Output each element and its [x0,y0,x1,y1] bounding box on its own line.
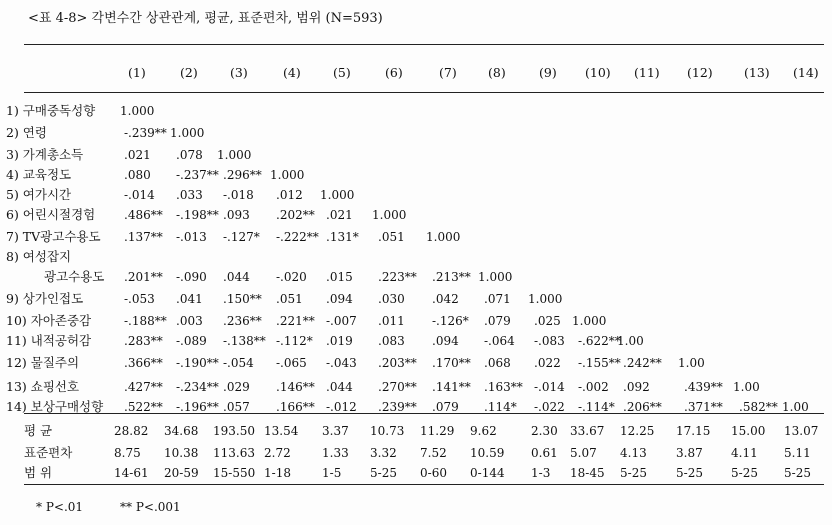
table-cell: .137** [124,230,163,244]
row-label: 10) 자아존중감 [6,313,92,328]
table-cell: -.127* [223,230,260,244]
table-cell: .092 [623,380,650,394]
table-cell: 1.000 [572,314,607,328]
table-cell: .083 [378,334,405,348]
table-cell: -.155** [578,356,621,370]
table-cell: .141** [432,380,471,394]
table-cell: -.013 [176,230,207,244]
table-cell: .012 [276,188,303,202]
table-cell: .011 [378,314,405,328]
stat-value: 193.50 [213,424,255,438]
stat-value: 3.87 [676,446,703,460]
table-cell: .078 [176,148,203,162]
table-cell: -.054 [223,356,254,370]
header-rule [24,92,824,93]
table-cell: 1.00 [782,400,809,414]
table-title: <표 4-8> 각변수간 상관관계, 평균, 표준편차, 범위 (N=593) [28,11,383,26]
table-cell: .522** [124,400,163,414]
stat-label: 평 균 [24,423,53,438]
stat-value: 113.63 [213,446,255,460]
column-header: (10) [585,65,611,80]
stat-value: 13.07 [784,424,819,438]
column-header: (12) [687,65,713,80]
table-cell: -.622** [578,334,621,348]
row-label: 5) 여가시간 [6,187,72,202]
table-cell: .150** [223,292,262,306]
bottom-rule [24,484,824,485]
table-cell: .114* [484,400,517,414]
stat-value: 0-60 [420,466,447,480]
table-cell: .044 [223,270,250,284]
table-cell: -.090 [176,270,207,284]
stat-value: 4.11 [731,446,758,460]
row-label: 12) 물질주의 [6,355,80,370]
table-cell: .170** [432,356,471,370]
table-cell: -.022 [534,400,565,414]
stat-value: 4.13 [620,446,647,460]
column-header: (1) [128,65,146,80]
table-cell: 1.00 [617,334,644,348]
table-cell: .079 [484,314,511,328]
table-cell: .427** [124,380,163,394]
table-cell: .057 [223,400,250,414]
row-label: 11) 내적공허감 [6,333,92,348]
table-cell: .079 [432,400,459,414]
column-header: (3) [230,65,248,80]
stat-value: 2.30 [531,424,558,438]
stat-value: 10.73 [370,424,405,438]
stat-value: 17.15 [676,424,711,438]
stat-value: 1-18 [264,466,291,480]
table-cell: .003 [176,314,203,328]
stat-value: 11.29 [420,424,455,438]
table-cell: .094 [326,292,353,306]
column-header: (6) [385,65,403,80]
table-cell: -.237** [176,168,219,182]
table-cell: -.064 [484,334,515,348]
column-header: (8) [488,65,506,80]
stat-value: 0.61 [531,446,558,460]
stat-value: 5-25 [676,466,703,480]
table-cell: .131* [326,230,359,244]
row-label: 8) 여성잡지 [6,249,72,264]
table-cell: -.190** [176,356,219,370]
table-cell: .051 [276,292,303,306]
table-cell: -.222** [276,230,319,244]
stat-value: 5-25 [784,466,811,480]
table-cell: -.083 [534,334,565,348]
table-cell: .236** [223,314,262,328]
table-cell: 1.00 [733,380,760,394]
table-cell: .080 [124,168,151,182]
table-cell: -.018 [223,188,254,202]
top-rule [24,44,824,45]
stat-value: 1-3 [531,466,551,480]
table-cell: .166** [276,400,315,414]
table-cell: .201** [124,270,163,284]
table-cell: 1.000 [478,270,513,284]
table-cell: .033 [176,188,203,202]
table-cell: -.043 [326,356,357,370]
table-cell: -.065 [276,356,307,370]
table-cell: .042 [432,292,459,306]
table-cell: 1.000 [170,126,205,140]
row-label: 7) TV광고수용도 [6,229,101,244]
stat-value: 34.68 [164,424,199,438]
row-label: 3) 가계총소득 [6,147,84,162]
table-cell: .051 [378,230,405,244]
table-cell: .371** [684,400,723,414]
stat-value: 5.11 [784,446,811,460]
table-cell: -.012 [326,400,357,414]
table-cell: .041 [176,292,203,306]
stat-value: 3.37 [322,424,349,438]
stat-value: 13.54 [264,424,299,438]
stat-value: 15.00 [731,424,766,438]
table-cell: .582** [739,400,778,414]
row-label: 9) 상가인접도 [6,291,84,306]
table-cell: .213** [432,270,471,284]
stat-value: 18-45 [570,466,605,480]
table-cell: .146** [276,380,315,394]
table-cell: .021 [124,148,151,162]
table-cell: .044 [326,380,353,394]
table-cell: .296** [223,168,262,182]
table-cell: -.234** [176,380,219,394]
stat-value: 12.25 [620,424,655,438]
column-header: (13) [744,65,770,80]
table-cell: -.126* [432,314,469,328]
table-cell: -.112* [276,334,313,348]
table-cell: -.014 [124,188,155,202]
table-cell: -.188** [124,314,167,328]
column-header: (14) [793,65,819,80]
table-cell: 1.000 [372,208,407,222]
table-cell: -.196** [176,400,219,414]
table-cell: -.007 [326,314,357,328]
table-cell: .021 [326,208,353,222]
table-cell: .015 [326,270,353,284]
stat-value: 10.59 [470,446,505,460]
table-cell: 1.000 [270,168,305,182]
stat-value: 20-59 [164,466,199,480]
table-cell: .025 [534,314,561,328]
row-label: 13) 쇼핑선호 [6,379,80,394]
stat-value: 1-5 [322,466,342,480]
table-cell: -.138** [223,334,266,348]
table-cell: -.198** [176,208,219,222]
stat-value: 14-61 [114,466,149,480]
column-header: (7) [439,65,457,80]
row-label: 2) 연령 [6,125,47,140]
stat-value: 5-25 [620,466,647,480]
stat-value: 3.32 [370,446,397,460]
table-cell: -.089 [176,334,207,348]
stat-value: 5-25 [370,466,397,480]
table-cell: -.002 [578,380,609,394]
table-cell: .019 [326,334,353,348]
table-cell: .270** [378,380,417,394]
stat-value: 33.67 [570,424,605,438]
row-label: 4) 교육정도 [6,167,72,182]
table-cell: .239** [378,400,417,414]
table-cell: .203** [378,356,417,370]
table-cell: -.014 [534,380,565,394]
table-cell: .071 [484,292,511,306]
table-cell: -.053 [124,292,155,306]
row-label: 1) 구매중독성향 [6,103,96,118]
stat-value: 28.82 [114,424,149,438]
table-cell: .221** [276,314,315,328]
column-header: (2) [180,65,198,80]
table-cell: -.114* [578,400,615,414]
table-cell: 1.00 [678,356,705,370]
row-label: 6) 어린시절경험 [6,207,96,222]
table-cell: 1.000 [217,148,252,162]
stat-value: 2.72 [264,446,291,460]
stat-label: 범 위 [24,465,53,480]
table-cell: .022 [534,356,561,370]
table-cell: -.020 [276,270,307,284]
column-header: (5) [333,65,351,80]
stat-value: 5.07 [570,446,597,460]
table-cell: -.239** [124,126,167,140]
table-cell: .094 [432,334,459,348]
row-label: 14) 보상구매성향 [6,399,104,414]
table-cell: .068 [484,356,511,370]
stat-value: 7.52 [420,446,447,460]
footnote-p001: ** P<.001 [120,500,181,514]
column-header: (4) [283,65,301,80]
table-cell: .242** [623,356,662,370]
table-cell: .163** [484,380,523,394]
stat-value: 0-144 [470,466,505,480]
table-cell: 1.000 [120,104,155,118]
table-cell: .030 [378,292,405,306]
column-header: (9) [539,65,557,80]
stat-value: 10.38 [164,446,199,460]
footnote-p01: * P<.01 [36,500,84,514]
table-cell: .486** [124,208,163,222]
stat-value: 1.33 [322,446,349,460]
table-cell: .029 [223,380,250,394]
table-cell: 1.000 [320,188,355,202]
table-cell: 1.000 [528,292,563,306]
table-cell: .439** [684,380,723,394]
table-cell: .366** [124,356,163,370]
table-cell: .093 [223,208,250,222]
stat-value: 9.62 [470,424,497,438]
column-header: (11) [634,65,660,80]
table-cell: .206** [623,400,662,414]
table-cell: 1.000 [426,230,461,244]
row-label: 광고수용도 [44,269,105,284]
table-cell: .283** [124,334,163,348]
table-cell: .202** [276,208,315,222]
stat-value: 15-550 [213,466,256,480]
stat-label: 표준편차 [24,445,73,460]
stat-value: 5-25 [731,466,758,480]
stat-value: 8.75 [114,446,141,460]
table-cell: .223** [378,270,417,284]
